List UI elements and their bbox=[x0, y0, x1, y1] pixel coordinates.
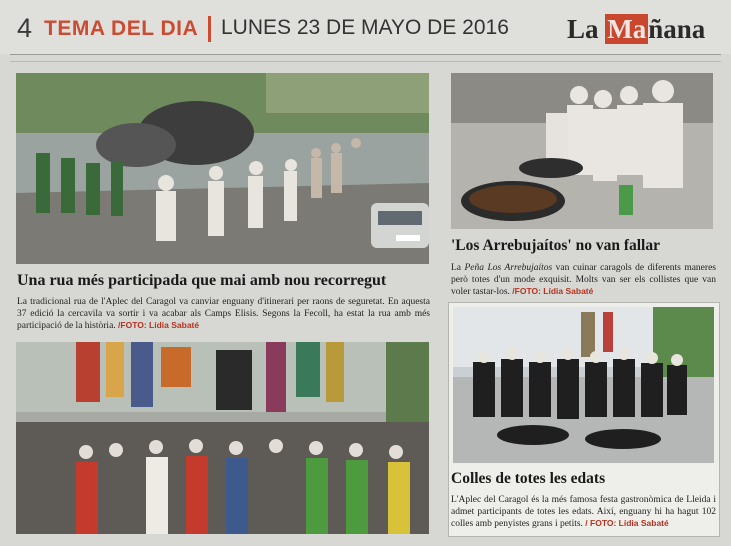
newspaper-logo: La Mañana bbox=[567, 14, 706, 44]
issue-date: LUNES 23 DE MAYO DE 2016 bbox=[221, 16, 509, 39]
story2-credit: /FOTO: Lídia Sabaté bbox=[512, 286, 594, 297]
story3-credit: / FOTO: Lídia Sabaté bbox=[585, 518, 669, 529]
banners-group-photo bbox=[16, 342, 429, 534]
page-header bbox=[0, 0, 731, 54]
story3-headline: Colles de totes les edats bbox=[451, 470, 606, 487]
colles-photo bbox=[453, 307, 714, 463]
header-separator bbox=[208, 16, 211, 42]
header-rule-secondary bbox=[10, 61, 721, 62]
story1-credit: /FOTO: Lídia Sabaté bbox=[118, 320, 200, 331]
page-number: 4 bbox=[17, 13, 33, 43]
cooking-photo bbox=[451, 73, 713, 229]
story3-body: L'Aplec del Caragol és la més famosa festa gastronòmica de Lleida i admet participants de totes les edats. Així, enguany hi ha hagut 102 colles amb penyistes grans i petits. / FOTO: Lídia Sabaté bbox=[451, 495, 716, 530]
header-rule bbox=[10, 54, 721, 55]
story1-body: La tradicional rua de l'Aplec del Caragol va canviar enguany d'itinerari per raons de seguretat. En aquesta 37 edició la cercavila va sortir i va acabar als Camps Elisis. Segons la Fecoll, ha estat la rua amb més participació de la història. /FOTO: Lídia Sabaté bbox=[17, 297, 430, 332]
story1-headline: Una rua més participada que mai amb nou recorregut bbox=[17, 272, 387, 289]
section-title: TEMA DEL DIA bbox=[44, 17, 199, 40]
story2-headline: 'Los Arrebujaítos' no van fallar bbox=[451, 237, 660, 254]
parade-photo bbox=[16, 73, 429, 264]
story2-body: La Peña Los Arrebujaítos van cuinar caragols de diferents maneres però totes d'un mode exquisit. Molts van ser els collistes que van voler tastar-los. /FOTO: Lídia Sabaté bbox=[451, 263, 716, 298]
